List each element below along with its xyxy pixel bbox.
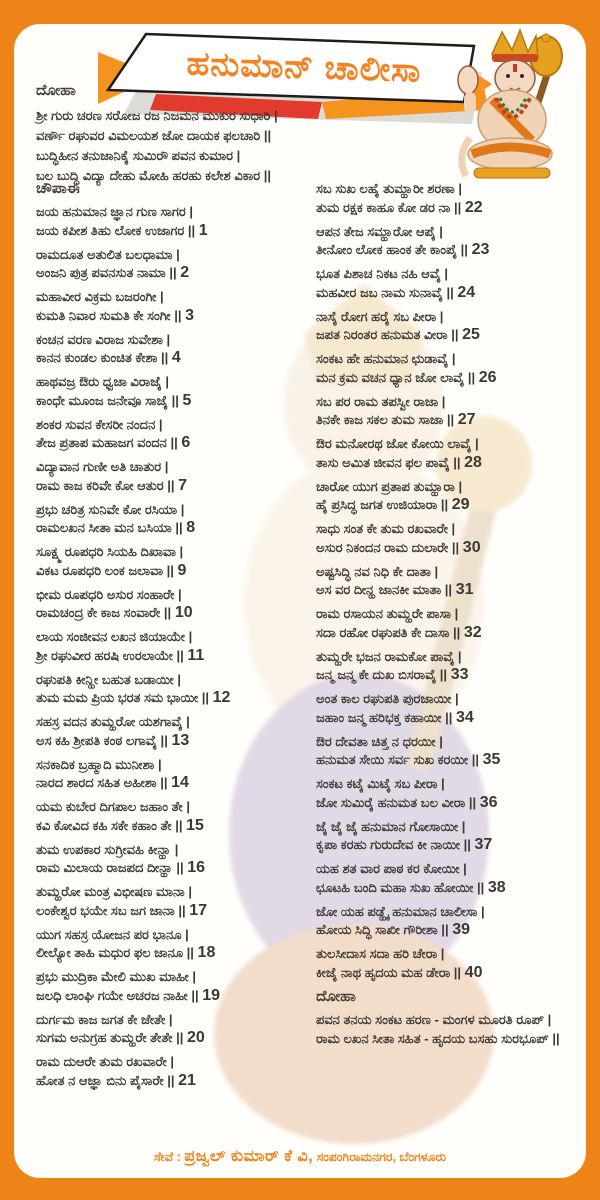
verse-33 <box>316 648 584 685</box>
verse-line-a: ಪ್ರಭು ಚರಿತ್ರ ಸುನಿವೇ ಕೋ ರಸಿಯಾ | <box>36 501 185 517</box>
verse-line-b <box>36 987 304 1006</box>
doha-heading: ದೋಹಾ <box>36 82 76 99</box>
verse-line-a: ಯಮ ಕುಬೇರ ದಿಗಪಾಲ ಜಹಾಂ ತೇ | <box>36 799 191 814</box>
verse-16 <box>36 841 304 878</box>
verse-line-a: ಕಂಚನ ವರಣ ವಿರಾಜ ಸುವೇಶಾ | <box>36 331 171 347</box>
verse-number: 8 <box>186 519 196 536</box>
verse-text: ಹನುಮತ ಸೇಯಿ ಸರ್ವ ಸುಖ ಕರಯೀ || <box>316 752 483 767</box>
verse-line-b <box>316 836 584 855</box>
verse-line-a: ತುಲಸೀದಾಸ ಸದಾ ಹರಿ ಚೇರಾ | <box>316 946 445 961</box>
verse-line-b <box>316 964 584 983</box>
verse-line-b <box>36 264 304 283</box>
verse-line-b <box>36 222 304 241</box>
verse-29 <box>316 478 584 515</box>
verse-line-b <box>36 732 304 751</box>
verse-20 <box>36 1011 304 1048</box>
verse-1 <box>36 203 304 240</box>
verse-number: 1 <box>198 221 208 239</box>
verse-line-a: ಭೀಮ ರೂಪಧರಿ ಅಸುರ ಸಂಹಾರೇ | <box>36 586 182 602</box>
verse-line-b <box>36 307 304 326</box>
verse-line-a: ಸಬ ಪರ ರಾಮ ತಪಸ್ವೀ ರಾಜಾ | <box>316 393 446 409</box>
verse-number: 18 <box>197 944 216 961</box>
verse-27 <box>316 393 584 430</box>
doha-line: ಪವನ ತನಯ ಸಂಕಟ ಹರಣ - ಮಂಗಳ ಮೂರತಿ ರೂಪ್ | <box>316 1012 552 1027</box>
verse-line-a: ತುಮ್ಹರೇ ಭಜನ ರಾಮಕೋ ಪಾವೈ | <box>316 648 462 664</box>
verse-line-b <box>316 496 584 515</box>
verse-text: ಅಸುರ ನಿಕಂದನ ರಾಮ ದುಲಾರೇ || <box>316 539 463 555</box>
verse-34 <box>316 690 584 727</box>
verse-line-b <box>36 774 304 793</box>
verse-line-b <box>316 666 584 685</box>
verse-line-b <box>36 1029 304 1048</box>
verse-line-a: ಚಾರೋ ಯುಗ ಪ್ರತಾಪ ತುಮ್ಹಾರಾ | <box>316 478 463 494</box>
verse-line-b <box>316 709 584 728</box>
verse-text: ಕೀಜೈ ನಾಥ ಹೃದಯ ಮಹ ಡೇರಾ || <box>316 964 465 980</box>
verse-columns <box>36 180 584 1096</box>
verse-line-a: ದುರ್ಗಮ ಕಾಜ ಜಗತ ಕೇ ಜೇತೇ | <box>36 1011 173 1027</box>
verse-9 <box>36 543 304 580</box>
verse-number: 5 <box>182 391 192 409</box>
verse-13 <box>36 713 304 750</box>
verse-text: ಮಹವೀರ ಜಬ ನಾಮ ಸುನಾವೈ || <box>316 284 458 300</box>
verse-line-a: ಸಂಕಟ ಕಟೈ ಮಿಟೈ ಸಬ ಪೀರಾ | <box>316 776 445 791</box>
verse-text: ರಾಮ ಕಾಜ ಕರಿವೇ ಕೋ ಆತುರ || <box>36 477 179 493</box>
verse-text: ಹೋತ ನ ಆಜ್ಞಾ ಬಿನು ಪೈಸಾರೇ || <box>36 1072 179 1088</box>
verse-line-b <box>36 392 304 411</box>
verse-line-b <box>36 902 304 921</box>
verse-line-b <box>36 944 304 963</box>
verse-text: ಜಹಾಂ ಜನ್ಮ ಹರಿಭಕ್ತ ಕಹಾಯೀ || <box>316 709 457 725</box>
verse-line-a: ಸೂಕ್ಷ್ಮ ರೂಪಧರಿ ಸಿಯಹಿ ದಿಖಾವಾ | <box>36 544 184 559</box>
verse-line-a: ವಿದ್ಯಾವಾನ ಗುಣೀ ಅತಿ ಚಾತುರ | <box>36 459 169 474</box>
verse-number: 33 <box>450 666 469 683</box>
doha-lines <box>36 106 466 186</box>
verse-text: ಸದಾ ರಹೋ ರಘುಪತಿ ಕೇ ದಾಸಾ || <box>316 624 464 640</box>
verse-line-a: ಭೂತ ಪಿಶಾಚ ನಿಕಟ ನಹಿ ಆವೈ | <box>316 266 449 281</box>
verse-number: 38 <box>487 878 506 896</box>
verse-line-a: ಪ್ರಭು ಮುದ್ರಿಕಾ ಮೇಲಿ ಮುಖ ಮಾಹೀ | <box>36 969 197 984</box>
verse-line-a: ಜೈ ಜೈ ಜೈ ಹನುಮಾನ ಗೋಸಾಯೀ | <box>316 818 466 834</box>
verse-text: ತೀನೋಂ ಲೋಕ ಹಾಂಕ ತೇ ಕಾಂಪೈ || <box>316 242 472 257</box>
verse-text: ರಾಮ ಮಿಲಾಯ ರಾಜಪದ ದೀನ್ಹಾ || <box>36 860 188 875</box>
verse-text: ಛೂಟಹಿ ಬಂದಿ ಮಹಾ ಸುಖ ಹೋಯೀ || <box>316 879 488 895</box>
verse-line-b <box>316 624 584 643</box>
verse-number: 29 <box>451 496 470 513</box>
verse-36 <box>316 775 584 812</box>
verse-line-b <box>36 477 304 496</box>
verse-line-b <box>36 349 304 368</box>
verse-17 <box>36 883 304 920</box>
verse-24 <box>316 265 584 302</box>
left-column <box>36 180 304 1096</box>
verse-4 <box>36 331 304 368</box>
verse-line-a: ಅಷ್ಟಸಿದ್ಧಿ ನವ ನಿಧಿ ಕೇ ದಾತಾ | <box>316 563 439 579</box>
verse-line-b <box>316 326 584 345</box>
verse-number: 30 <box>462 538 481 556</box>
verse-number: 20 <box>186 1029 205 1046</box>
verse-14 <box>36 756 304 793</box>
verse-line-a: ಸಂಕಟ ಹೇ ಹನುಮಾನ ಛುಡಾವೈ | <box>316 351 456 366</box>
verse-number: 21 <box>178 1071 196 1089</box>
verse-line-b <box>316 454 584 473</box>
verse-text: ತೇಜ ಪ್ರತಾಪ ಮಹಾಜಗ ವಂದನ || <box>36 435 182 450</box>
verse-text: ಜಯ ಕಪೀಶ ತಿಹು ಲೋಕ ಉಜಾಗರ || <box>36 222 199 238</box>
verse-line-b <box>316 411 584 430</box>
verse-number: 4 <box>171 349 181 366</box>
verse-line-b <box>36 1072 304 1091</box>
verse-number: 13 <box>171 731 190 749</box>
verse-line-b <box>36 519 304 538</box>
verse-text: ತುಮ ಮಮ ಪ್ರಿಯ ಭರತ ಸಮ ಭಾಯೀ || <box>36 690 213 705</box>
verse-number: 9 <box>177 561 187 579</box>
chaupai-heading: ಚೌಪಾಈ <box>36 180 80 197</box>
verse-number: 40 <box>464 963 483 981</box>
verse-text: ಜಪತ ನಿರಂತರ ಹನುಮತ ವೀರಾ || <box>316 327 463 342</box>
verse-number: 23 <box>471 241 490 258</box>
credit-prefix: ಸೇವೆ : <box>153 1150 181 1164</box>
verse-text: ಹೈ ಪ್ರಸಿದ್ಧ ಜಗತ ಉಜಿಯಾರಾ || <box>316 497 452 512</box>
verse-line-b <box>36 817 304 836</box>
verse-22 <box>316 180 584 217</box>
verse-line-a: ಸಾಧು ಸಂತ ಕೇ ತುಮ ರಖವಾರೇ | <box>316 521 456 536</box>
credit-name: ಪ್ರಜ್ವಲ್ ಕುಮಾರ್ ಕೆ ವಿ, <box>184 1148 314 1165</box>
verse-line-a: ಅಂತ ಕಾಲ ರಘುಪತಿ ಪುರಜಾಯೀ | <box>316 691 459 706</box>
verse-number: 15 <box>186 816 204 834</box>
verse-25 <box>316 308 584 345</box>
credit-location: ಸಂಪಂಗಿರಾಮನಗರ, ಬೆಂಗಳೂರು <box>316 1150 447 1164</box>
verse-line-a: ಔರ ದೇವತಾ ಚಿತ್ತ ನ ಧರಯೀ | <box>316 733 443 749</box>
verse-line-a: ಸಬ ಸುಖ ಲಹೈ ತುಮ್ಹಾರೀ ಶರಣಾ | <box>316 181 463 196</box>
verse-7 <box>36 458 304 495</box>
verse-text: ಸುಗಮ ಅನುಗ್ರಹ ತುಮ್ಹರೇ ತೇತೇ || <box>36 1030 187 1045</box>
verse-18 <box>36 926 304 963</box>
verse-line-a: ಸನಕಾದಿಕ ಬ್ರಹ್ಮಾದಿ ಮುನೀಶಾ | <box>36 756 162 772</box>
verse-31 <box>316 563 584 600</box>
verse-number: 14 <box>171 774 189 791</box>
verse-30 <box>316 520 584 557</box>
doha-line: ರಾಮ ಲಖನ ಸೀತಾ ಸಹಿತ - ಹೃದಯ ಬಸಹು ಸುರಭೂಪ್ || <box>316 1030 560 1046</box>
verse-text: ರಾಮಲಖನ ಸೀತಾ ಮನ ಬಸಿಯಾ || <box>36 520 187 535</box>
doha-line: ಬಲ ಬುದ್ಧಿ ವಿದ್ಯಾ ದೇಹು ಮೋಹಿ ಹರಹು ಕಲೇಶ ವಿಕಾರ || <box>36 168 271 183</box>
verse-line-a: ಜೋ ಯಹ ಪಡ್ಹೈ ಹನುಮಾನ ಚಾಲೀಸಾ | <box>316 903 485 919</box>
verse-text: ಅಸ ಕಹಿ ಶ್ರೀಪತಿ ಕಂಠ ಲಗಾವೈ || <box>36 732 172 748</box>
verse-line-b <box>316 751 584 770</box>
verse-line-a: ಹಾಥವಜ್ರ ಔರು ಧ್ವಜಾ ವಿರಾಜೈ | <box>36 374 169 389</box>
verse-number: 6 <box>181 434 191 451</box>
verse-line-a: ರಾಮ ದುಆರೇ ತುಮ ರಖವಾರೇ | <box>36 1054 174 1069</box>
verse-line-a: ಯುಗ ಸಹಸ್ರ ಯೋಜನ ಪರ ಭಾನೂ | <box>36 926 189 942</box>
verse-line-a: ಆಪನ ತೇಜ ಸಮ್ಹಾರೋ ಆಪೈ | <box>316 223 443 239</box>
verse-line-b <box>36 562 304 581</box>
verse-line-a: ಶಂಕರ ಸುವನ ಕೇಸರೀ ನಂದನ | <box>36 416 163 432</box>
verse-line-b <box>36 604 304 623</box>
verse-number: 22 <box>464 198 483 216</box>
verse-line-a: ಜಯ ಹನುಮಾನ ಜ್ಞಾನ ಗುಣ ಸಾಗರ | <box>36 204 194 219</box>
verse-number: 25 <box>462 326 480 343</box>
verse-line-b <box>36 689 304 708</box>
verse-text: ತುಮ ರಕ್ಷಕ ಕಾಹೂ ಕೋ ಡರ ನಾ || <box>316 199 465 215</box>
verse-number: 24 <box>457 283 476 301</box>
verse-number: 17 <box>189 901 208 919</box>
verse-line-b <box>316 879 584 898</box>
verse-text: ಕಾನನ ಕುಂಡಲ ಕುಂಚಿತ ಕೇಶಾ || <box>36 350 172 365</box>
verse-line-b <box>316 921 584 940</box>
verse-text: ಜೋ ಸುಮಿರೈ ಹನುಮತ ಬಲ ವೀರಾ || <box>316 794 480 810</box>
verse-text: ಶ್ರೀ ರಘುವೀರ ಹರಷಿ ಉರಲಾಯೇ || <box>36 647 188 663</box>
verse-text: ಕುಮತಿ ನಿವಾರ ಸುಮತಿ ಕೇ ಸಂಗೀ || <box>36 307 186 323</box>
verse-text: ಕವಿ ಕೋವಿದ ಕಹಿ ಸಕೇ ಕಹಾಂ ತೇ || <box>36 817 187 833</box>
verses-1-21 <box>36 203 304 1090</box>
verse-21 <box>36 1053 304 1090</box>
verse-line-a: ಮಹಾವೀರ ವಿಕ್ರಮ ಬಜರಂಗೀ | <box>36 289 164 304</box>
verse-text: ಜಲಧಿ ಲಾಂಘಿ ಗಯೇ ಅಚರಜ ನಾಹೀ || <box>36 987 203 1003</box>
verse-11 <box>36 628 304 665</box>
verse-number: 26 <box>478 368 497 386</box>
verse-text: ರಾಮಚಂದ್ರ ಕೇ ಕಾಜ ಸಂವಾರೇ || <box>36 605 175 620</box>
right-column <box>316 180 584 1096</box>
verse-number: 3 <box>185 306 195 324</box>
verse-text: ಕೃಪಾ ಕರಹು ಗುರುದೇವ ಕೀ ನಾಯೀ || <box>316 837 475 852</box>
verse-number: 7 <box>178 476 188 494</box>
verse-number: 11 <box>187 646 205 664</box>
verse-38 <box>316 860 584 897</box>
verse-line-a: ಸಹಸ್ರ ವದನ ತುಮ್ಹರೋ ಯಶಗಾವೈ | <box>36 714 190 729</box>
verse-text: ಹೋಯ ಸಿದ್ಧಿ ಸಾಖೀ ಗೌರೀಶಾ || <box>316 922 453 937</box>
verse-line-a: ತುಮ ಉಪಕಾರ ಸುಗ್ರೀವಹಿ ಕೀನ್ಹಾ | <box>36 841 179 857</box>
verse-37 <box>316 818 584 855</box>
credit-line <box>14 1148 586 1166</box>
verse-39 <box>316 903 584 940</box>
verse-number: 19 <box>202 986 221 1004</box>
verse-line-b <box>316 581 584 600</box>
verse-text: ಅಂಜನಿ ಪುತ್ರ ಪವನಸುತ ನಾಮಾ || <box>36 265 181 280</box>
doha-line: ಶ್ರೀ ಗುರು ಚರಣ ಸರೋಜ ರಜ ನಿಜಮನ ಮುಕುರ ಸುಧಾರಿ | <box>36 108 278 123</box>
verse-5 <box>36 373 304 410</box>
verse-19 <box>36 968 304 1005</box>
opening-doha <box>36 82 466 186</box>
verse-26 <box>316 350 584 387</box>
verse-number: 31 <box>455 581 474 598</box>
closing-doha-heading: ದೋಹಾ <box>316 988 356 1005</box>
verse-text: ನಾರದ ಶಾರದ ಸಹಿತ ಅಹೀಶಾ || <box>36 775 172 790</box>
verse-line-b <box>36 859 304 878</box>
verse-line-b <box>316 369 584 388</box>
verse-line-a: ರಾಮ ರಸಾಯನ ತುಮ್ಹರೇ ಪಾಸಾ | <box>316 606 459 621</box>
doha-line: ವರ್ಣೌ ರಘುವರ ವಿಮಲಯಶ ಜೋ ದಾಯಕ ಫಲಚಾರಿ || <box>36 128 272 143</box>
verse-number: 27 <box>457 411 476 428</box>
verse-40 <box>316 945 584 982</box>
verse-number: 34 <box>456 708 474 726</box>
verse-line-b <box>316 794 584 813</box>
verse-line-a: ರಾಮದೂತ ಅತುಲಿತ ಬಲಧಾಮಾ | <box>36 246 180 262</box>
verse-text: ಅಸ ವರ ದೀನ್ಹ ಜಾನಕೀ ಮಾತಾ || <box>316 582 456 597</box>
verse-text: ಲಂಕೇಶ್ವರ ಭಯೇ ಸಬ ಜಗ ಜಾನಾ || <box>36 902 190 918</box>
verse-3 <box>36 288 304 325</box>
verse-text: ವಿಕಟ ರೂಪಧರಿ ಲಂಕ ಜಲಾವಾ || <box>36 562 178 578</box>
verse-number: 35 <box>482 751 501 768</box>
verse-line-a: ಔರ ಮನೋರಥ ಜೋ ಕೋಯಿ ಲಾವೈ | <box>316 436 479 451</box>
verse-line-a: ನಾಸೈ ರೋಗ ಹರೈ ಸಬ ಪೀರಾ | <box>316 308 444 324</box>
verse-text: ಜನ್ಮ ಜನ್ಮ ಕೇ ದುಖ ಬಿಸರಾವೈ || <box>316 667 451 682</box>
verse-number: 16 <box>187 859 206 876</box>
verse-text: ಲೀಲ್ಯೋ ತಾಹಿ ಮಧುರ ಫಲ ಜಾನೂ || <box>36 945 198 960</box>
verse-35 <box>316 733 584 770</box>
verse-line-b <box>316 241 584 260</box>
verse-number: 36 <box>479 793 498 811</box>
verse-line-a: ಯಹ ಶತ ವಾರ ಪಾಠ ಕರ ಕೋಯೀ | <box>316 861 467 876</box>
verse-text: ತಾಸು ಅಮಿತ ಜೀವನ ಫಲ ಪಾವೈ || <box>316 454 465 470</box>
verse-line-b <box>316 539 584 558</box>
verse-2 <box>36 246 304 283</box>
verse-line-b <box>316 284 584 303</box>
verse-number: 2 <box>180 264 190 281</box>
verse-text: ತಿನಕೇ ಕಾಜ ಸಕಲ ತುಮ ಸಾಜಾ || <box>316 412 458 427</box>
closing-doha-lines <box>316 1011 584 1048</box>
verse-number: 28 <box>464 453 482 471</box>
verse-line-b <box>316 199 584 218</box>
verse-line-b <box>36 434 304 453</box>
verse-number: 12 <box>212 689 231 706</box>
verse-32 <box>316 605 584 642</box>
verses-22-40 <box>316 180 584 982</box>
verse-line-b <box>36 647 304 666</box>
verse-15 <box>36 798 304 835</box>
verse-23 <box>316 223 584 260</box>
verse-number: 39 <box>452 921 470 938</box>
verse-line-a: ತುಮ್ಹರೋ ಮಂತ್ರ ವಿಭೀಷಣ ಮಾನಾ | <box>36 884 193 899</box>
verse-number: 10 <box>174 604 193 621</box>
verse-number: 32 <box>463 623 482 641</box>
verse-12 <box>36 671 304 708</box>
doha-line: ಬುದ್ಧಿಹೀನ ತನುಜಾನಿಕೈ ಸುಮಿರೌ ಪವನ ಕುಮಾರ | <box>36 148 241 163</box>
verse-number: 37 <box>474 836 493 853</box>
verse-text: ಕಾಂಧೇ ಮೂಂಜ ಜನೇವೂ ಸಾಜೈ || <box>36 392 183 408</box>
verse-line-a: ಲಾಯ ಸಂಜೀವನ ಲಖನ ಜಿಯಾಯೇ | <box>36 629 193 644</box>
verse-text: ಮನ ಕ್ರಮ ವಚನ ಧ್ಯಾನ ಜೋ ಲಾವೈ || <box>316 369 479 385</box>
verse-6 <box>36 416 304 453</box>
verse-8 <box>36 501 304 538</box>
poster-card <box>14 24 586 1178</box>
verse-28 <box>316 435 584 472</box>
verse-line-a: ರಘುಪತಿ ಕೀನ್ಹೀ ಬಹುತ ಬಡಾಯೀ | <box>36 671 181 687</box>
verse-10 <box>36 586 304 623</box>
page-title: ಹನುಮಾನ್ ಚಾಲೀಸಾ <box>186 44 422 89</box>
